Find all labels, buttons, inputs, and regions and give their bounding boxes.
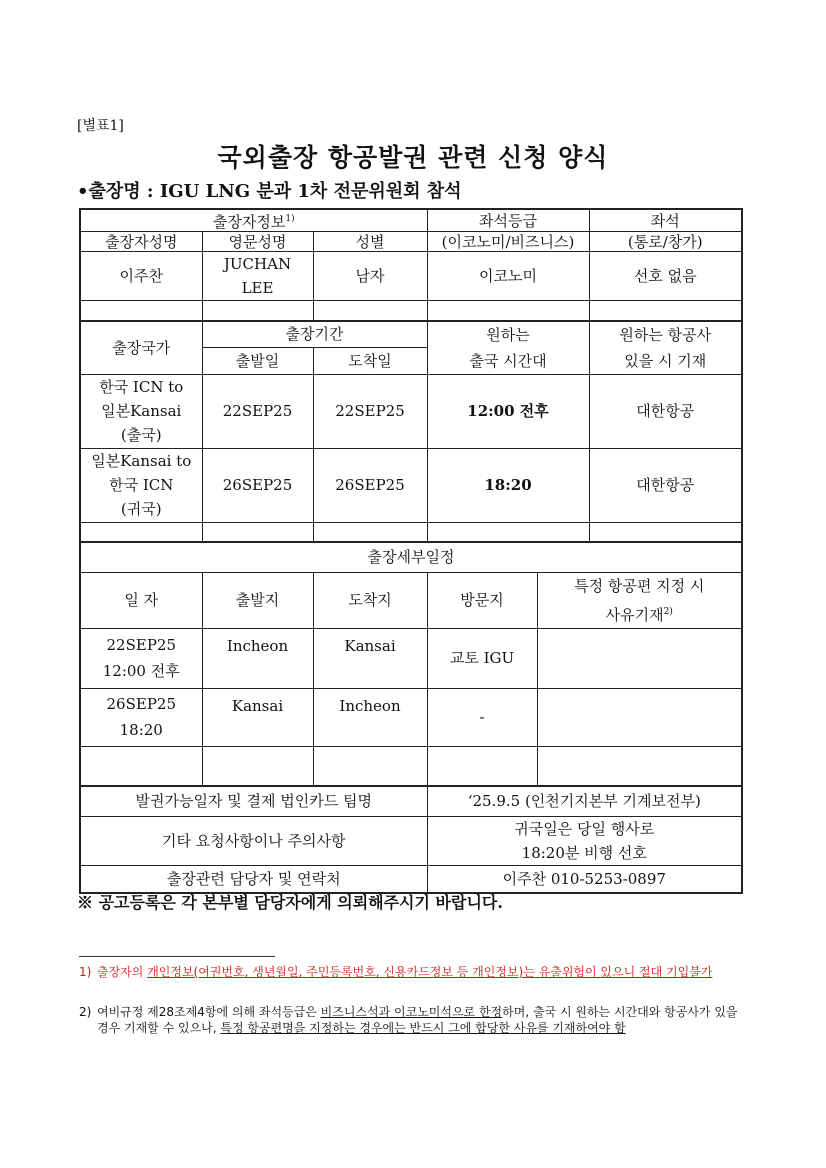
col-reason: 특정 항공편 지정 시 사유기재$^{2)}$ — [537, 572, 742, 628]
page-title: 국외출장 항공발권 관련 신청 양식 — [217, 143, 609, 172]
itinerary-date: 26SEP25 18:20 — [80, 688, 202, 746]
issue-date-value: ‘25.9.5 (인천기지본부 기계보전부) — [427, 786, 742, 816]
table-row — [80, 448, 742, 522]
trip-name: •출장명 : IGU LNG 분과 1차 전문위원회 참석 — [77, 181, 462, 202]
col-english-name: 영문성명 — [202, 232, 313, 252]
itinerary-visit: 교토 IGU — [427, 628, 537, 688]
itinerary-reason — [537, 628, 742, 688]
issue-date-label: 발권가능일자 및 결제 법인카드 팀명 — [80, 786, 427, 816]
col-preferred-airline: 원하는 항공사 있을 시 기재 — [589, 321, 742, 375]
itinerary-visit: - — [427, 688, 537, 746]
itinerary-date: 22SEP25 12:00 전후 — [80, 628, 202, 688]
arrive-date: 22SEP25 — [313, 374, 427, 448]
preferred-airline: 대한항공 — [589, 448, 742, 522]
table-row — [80, 628, 742, 688]
itinerary-reason — [537, 688, 742, 746]
col-from: 출발지 — [202, 572, 313, 628]
other-requests-value: 귀국일은 당일 행사로 18:20분 비행 선호 — [427, 816, 742, 865]
seat-header: 좌석 — [589, 209, 742, 232]
preferred-time: 18:20 — [427, 448, 589, 522]
depart-date: 22SEP25 — [202, 374, 313, 448]
footnote-1: 1) 출장자의 개인정보(여권번호, 생년월일, 주민등록번호, 신용카드정보 등 개인정보)는 유출위험이 있으니 절대 기입불가 — [79, 965, 713, 979]
col-depart-date: 출발일 — [202, 347, 313, 374]
contact-value: 이주찬 010-5253-0897 — [427, 865, 742, 893]
col-preferred-time: 원하는 출국 시간대 — [427, 321, 589, 375]
itinerary-from: Kansai — [202, 688, 313, 746]
request-form-table — [79, 208, 741, 888]
col-country: 출장국가 — [80, 321, 202, 375]
footnote-divider — [79, 956, 275, 957]
flight-route: 한국 ICN to 일본Kansai (출국) — [80, 374, 202, 448]
col-to: 도착지 — [313, 572, 427, 628]
traveler-info-header: 출장자정보$^{1)}$ — [80, 209, 427, 232]
seat-class-sub: (이코노미/비즈니스) — [427, 232, 589, 252]
english-name: JUCHAN LEE — [202, 252, 313, 301]
col-arrive-date: 도착일 — [313, 347, 427, 374]
itinerary-to: Incheon — [313, 688, 427, 746]
col-gender: 성별 — [313, 232, 427, 252]
col-traveler-name: 출장자성명 — [80, 232, 202, 252]
col-visit: 방문지 — [427, 572, 537, 628]
seat-class: 이코노미 — [427, 252, 589, 301]
itinerary-from: Incheon — [202, 628, 313, 688]
depart-date: 26SEP25 — [202, 448, 313, 522]
contact-label: 출장관련 담당자 및 연락처 — [80, 865, 427, 893]
table-row — [80, 688, 742, 746]
flight-route: 일본Kansai to 한국 ICN (귀국) — [80, 448, 202, 522]
footnote-2: 2) 여비규정 제28조제4항에 의해 좌석등급은 비즈니스석과 이코노미석으로 한정하며, 출국 시 원하는 시간대와 항공사가 있을 경우 기재할 수 있으나, 특정 항공편명을 지정하는 경우에는 반드시 그에 합당한 사유를 기재하여야 함 — [79, 1005, 738, 1035]
col-date: 일 자 — [80, 572, 202, 628]
itinerary-header: 출장세부일정 — [80, 542, 742, 572]
annex-tag: [별표1] — [77, 118, 124, 134]
itinerary-to: Kansai — [313, 628, 427, 688]
preferred-airline: 대한항공 — [589, 374, 742, 448]
seat-preference: 선호 없음 — [589, 252, 742, 301]
table-row — [80, 374, 742, 448]
preferred-time: 12:00 전후 — [427, 374, 589, 448]
col-period: 출장기간 — [202, 321, 427, 348]
other-requests-label: 기타 요청사항이나 주의사항 — [80, 816, 427, 865]
seat-class-header: 좌석등급 — [427, 209, 589, 232]
gender: 남자 — [313, 252, 427, 301]
registration-note: ※ 공고등록은 각 본부별 담당자에게 의뢰해주시기 바랍니다. — [77, 893, 503, 912]
seat-sub: (통로/창가) — [589, 232, 742, 252]
traveler-name: 이주찬 — [80, 252, 202, 301]
arrive-date: 26SEP25 — [313, 448, 427, 522]
